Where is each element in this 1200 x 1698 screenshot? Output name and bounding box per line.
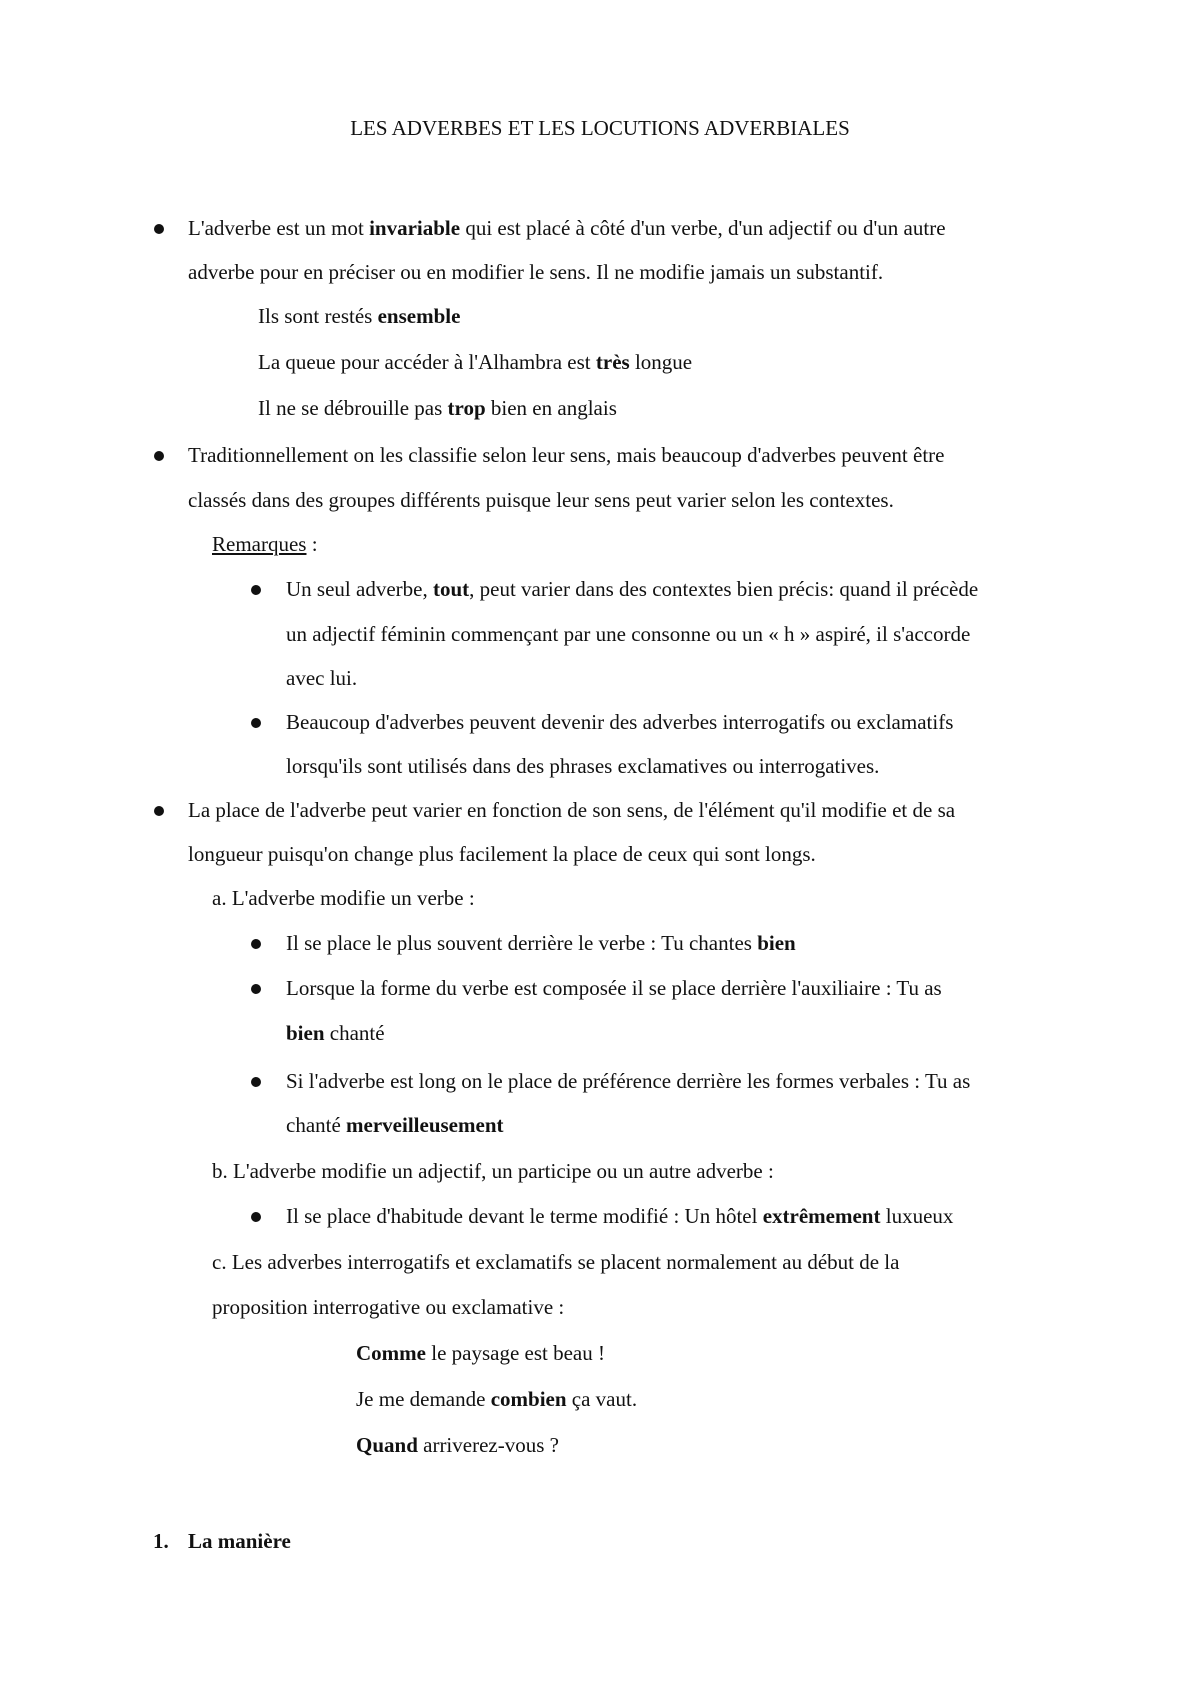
para3-line2: longueur puisqu'on change plus facilement la place de ceux qui sont longs. — [188, 842, 816, 866]
subsection-c-line1: c. Les adverbes interrogatifs et exclamatifs se placent normalement au début de la — [212, 1250, 900, 1274]
section-1-heading: La manière — [188, 1529, 291, 1553]
remarque-2-line1: Beaucoup d'adverbes peuvent devenir des adverbes interrogatifs ou exclamatifs — [286, 710, 954, 734]
rule-a1: Il se place le plus souvent derrière le verbe : Tu chantes bien — [286, 931, 796, 955]
section-1-number: 1. — [153, 1529, 169, 1553]
sub-bullet-r2 — [251, 718, 261, 728]
rule-a2-line1: Lorsque la forme du verbe est composée il se place derrière l'auxiliaire : Tu as — [286, 976, 942, 1000]
remarque-1-line3: avec lui. — [286, 666, 358, 690]
example-2: La queue pour accéder à l'Alhambra est très longue — [258, 350, 693, 374]
example-3: Il ne se débrouille pas trop bien en anglais — [258, 396, 617, 420]
example-1: Ils sont restés ensemble — [258, 304, 461, 328]
remarque-1-line1: Un seul adverbe, tout, peut varier dans des contextes bien précis: quand il précède — [286, 577, 979, 601]
rule-a2-line2: bien chanté — [286, 1021, 385, 1045]
bullet-1 — [154, 224, 164, 234]
remarque-2-line2: lorsqu'ils sont utilisés dans des phrases exclamatives ou interrogatives. — [286, 754, 880, 778]
bullet-3 — [154, 806, 164, 816]
rule-a3-line2: chanté merveilleusement — [286, 1113, 504, 1137]
remarques-heading: Remarques : — [212, 532, 318, 556]
sub-bullet-a2 — [251, 984, 261, 994]
rule-a3-line1: Si l'adverbe est long on le place de préférence derrière les formes verbales : Tu as — [286, 1069, 971, 1093]
subsection-c-line2: proposition interrogative ou exclamative : — [212, 1295, 565, 1319]
remarque-1-line2: un adjectif féminin commençant par une consonne ou un « h » aspiré, il s'accorde — [286, 622, 971, 646]
page-title: LES ADVERBES ET LES LOCUTIONS ADVERBIALES — [350, 116, 850, 140]
example-c2: Je me demande combien ça vaut. — [356, 1387, 638, 1411]
sub-bullet-b1 — [251, 1212, 261, 1222]
subsection-a: a. L'adverbe modifie un verbe : — [212, 886, 475, 910]
para2-line2: classés dans des groupes différents puisque leur sens peut varier selon les contextes. — [188, 488, 894, 512]
para1-line2: adverbe pour en préciser ou en modifier le sens. Il ne modifie jamais un substantif. — [188, 260, 884, 284]
sub-bullet-r1 — [251, 585, 261, 595]
example-c3: Quand arriverez-vous ? — [356, 1433, 559, 1457]
para2-line1: Traditionnellement on les classifie selon leur sens, mais beaucoup d'adverbes peuvent être — [188, 443, 945, 467]
para1-line1: L'adverbe est un mot invariable qui est placé à côté d'un verbe, d'un adjectif ou d'un autre — [188, 216, 946, 240]
rule-b1: Il se place d'habitude devant le terme modifié : Un hôtel extrêmement luxueux — [286, 1204, 954, 1228]
sub-bullet-a3 — [251, 1077, 261, 1087]
para3-line1: La place de l'adverbe peut varier en fonction de son sens, de l'élément qu'il modifie et de sa — [188, 798, 956, 822]
bullet-2 — [154, 451, 164, 461]
sub-bullet-a1 — [251, 939, 261, 949]
subsection-b: b. L'adverbe modifie un adjectif, un participe ou un autre adverbe : — [212, 1159, 774, 1183]
example-c1: Comme le paysage est beau ! — [356, 1341, 605, 1365]
